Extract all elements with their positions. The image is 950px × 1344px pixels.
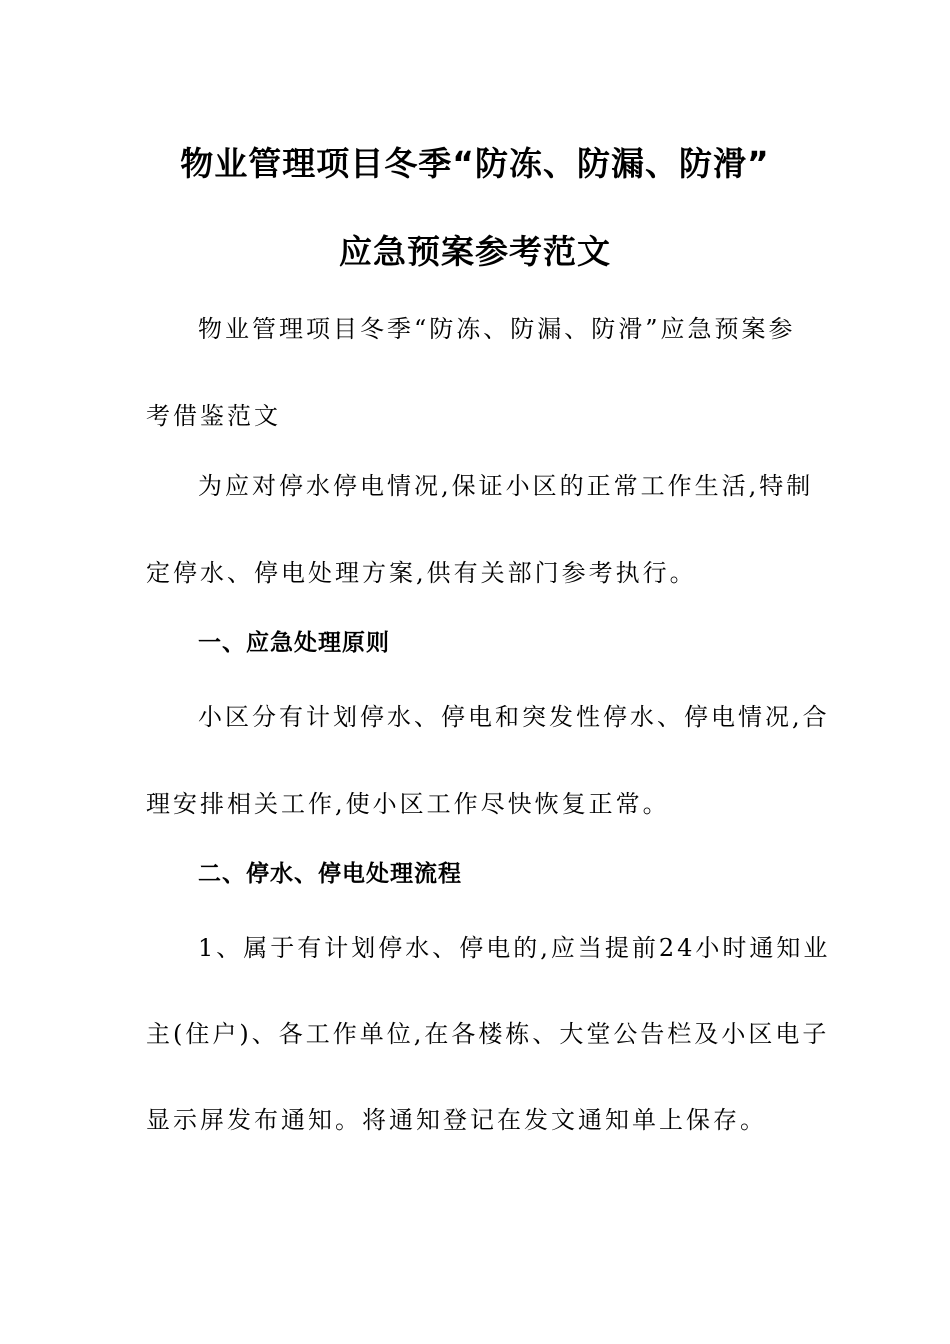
section-1-paragraph-line-2: 理安排相关工作,使小区工作尽快恢复正常。 [146,790,670,818]
section-1-paragraph-line-1: 小区分有计划停水、停电和突发性停水、停电情况,合 [198,703,830,731]
intro-paragraph-line-2: 考借鉴范文 [146,402,281,430]
section-2-item-1-line-3: 显示屏发布通知。将通知登记在发文通知单上保存。 [146,1106,767,1134]
section-1-heading: 一、应急处理原则 [198,630,390,656]
section-2-item-1-line-2: 主(住户)、各工作单位,在各楼栋、大堂公告栏及小区电子 [146,1020,830,1048]
section-2-heading: 二、停水、停电处理流程 [198,861,462,887]
purpose-paragraph-line-2: 定停水、停电处理方案,供有关部门参考执行。 [146,559,697,587]
purpose-paragraph-line-1: 为应对停水停电情况,保证小区的正常工作生活,特制 [198,472,814,500]
intro-paragraph-line-1: 物业管理项目冬季“防冻、防漏、防滑”应急预案参 [198,315,796,343]
section-2-item-1-line-1: 1、属于有计划停水、停电的,应当提前24小时通知业 [198,934,831,962]
document-title-line-1: 物业管理项目冬季“防冻、防漏、防滑” [180,144,770,183]
document-title-line-2: 应急预案参考范文 [339,232,611,271]
